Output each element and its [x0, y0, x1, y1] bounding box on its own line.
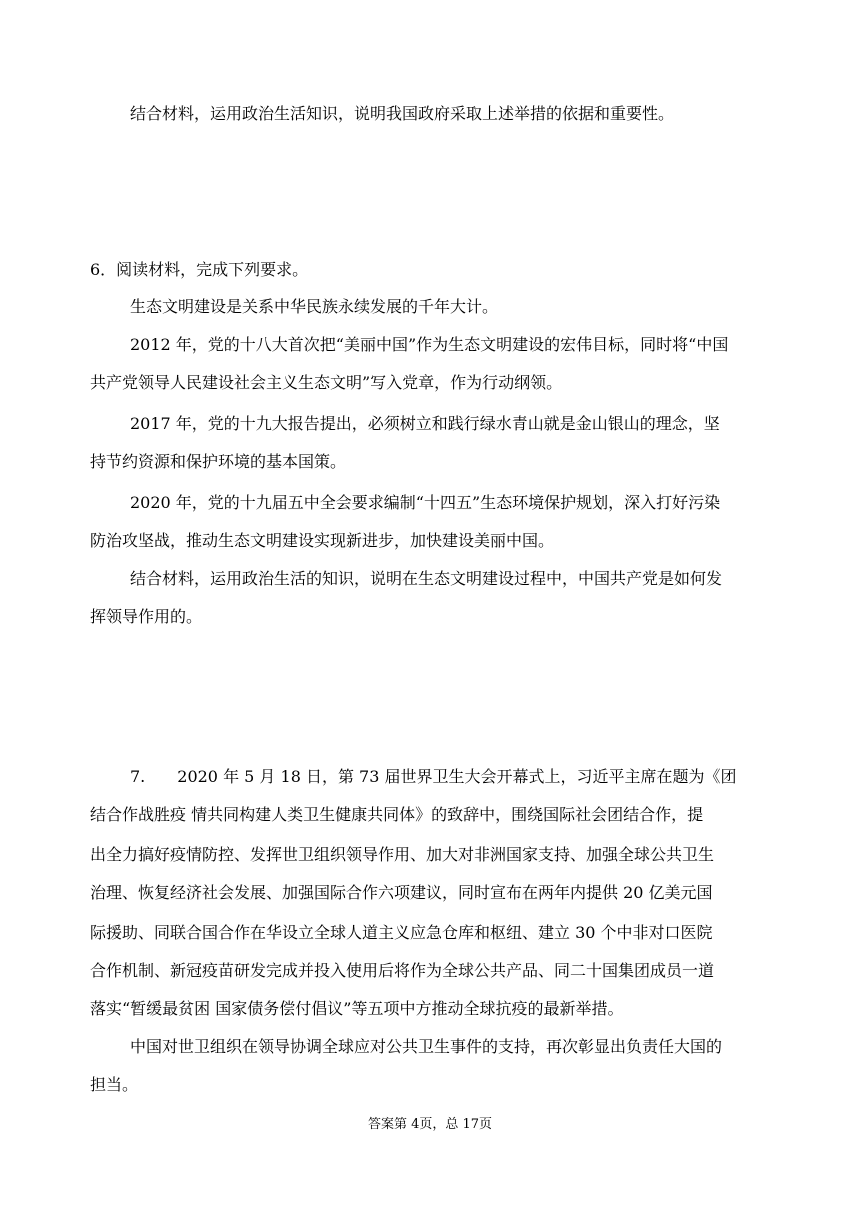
- q6-paragraph-2-line-1: 2012 年，党的十八大首次把“美丽中国”作为生态文明建设的宏伟目标，同时将“中国: [130, 335, 729, 354]
- q6-paragraph-1: 生态文明建设是关系中华民族永续发展的千年大计。: [130, 297, 499, 316]
- question-6-title: 6．阅读材料，完成下列要求。: [90, 260, 309, 279]
- page-footer: 答案第 4页，总 17页: [367, 1117, 493, 1132]
- intro-question: 结合材料，运用政治生活知识，说明我国政府采取上述举措的依据和重要性。: [130, 104, 675, 123]
- q6-paragraph-3-line-1: 2017 年，党的十九大报告提出，必须树立和践行绿水青山就是金山银山的理念，坚: [130, 414, 720, 433]
- q7-line-2: 结合作战胜疫 情共同构建人类卫生健康共同体》的致辞中，围绕国际社会团结合作，提: [90, 805, 704, 824]
- q7-line-3: 出全力搞好疫情防控、发挥世卫组织领导作用、加大对非洲国家支持、加强全球公共卫生: [90, 845, 715, 864]
- q6-paragraph-4-line-1: 2020 年，党的十九届五中全会要求编制“十四五”生态环境保护规划，深入打好污染: [130, 493, 721, 512]
- q7-line-6: 合作机制、新冠疫苗研发完成并投入使用后将作为全球公共产品、同二十国集团成员一道: [90, 961, 715, 980]
- q6-question-line-1: 结合材料，运用政治生活的知识，说明在生态文明建设过程中，中国共产党是如何发: [130, 569, 723, 588]
- q7-line-8: 中国对世卫组织在领导协调全球应对公共卫生事件的支持，再次彰显出负责任大国的: [130, 1037, 723, 1056]
- q7-line-5: 际援助、同联合国合作在华设立全球人道主义应急仓库和枢纽、建立 30 个中非对口医院: [90, 923, 713, 942]
- q7-line-7: 落实“暂缓最贫困 国家债务偿付倡议”等五项中方推动全球抗疫的最新举措。: [90, 999, 624, 1018]
- q7-line-4: 治理、恢复经济社会发展、加强国际合作六项建议，同时宣布在两年内提供 20 亿美元国: [90, 883, 713, 902]
- q6-paragraph-2-line-2: 共产党领导人民建设社会主义生态文明”写入党章，作为行动纲领。: [90, 373, 563, 392]
- q7-line-9: 担当。: [90, 1075, 139, 1094]
- question-7-line-1: 7. 2020 年 5 月 18 日，第 73 届世界卫生大会开幕式上，习近平主席在题为《团: [130, 767, 737, 786]
- q6-paragraph-4-line-2: 防治攻坚战，推动生态文明建设实现新进步，加快建设美丽中国。: [90, 531, 555, 550]
- q6-paragraph-3-line-2: 持节约资源和保护环境的基本国策。: [90, 452, 347, 471]
- q6-question-line-2: 挥领导作用的。: [90, 607, 203, 626]
